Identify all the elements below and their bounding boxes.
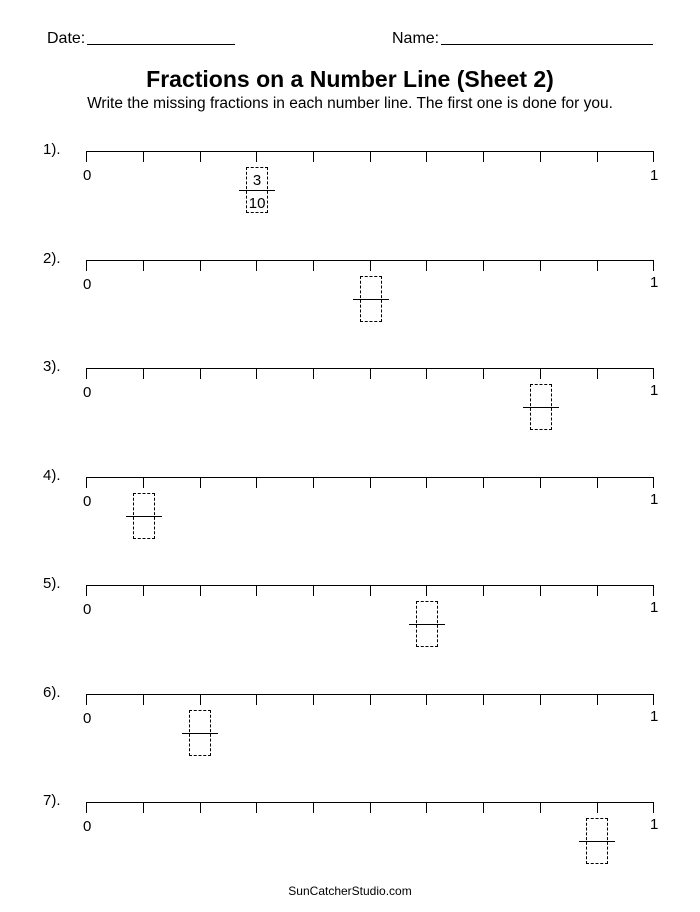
number-line-tick	[143, 151, 144, 162]
number-line-tick	[313, 802, 314, 813]
number-line-start-label: 0	[83, 276, 92, 293]
number-line-tick	[540, 477, 541, 488]
date-label: Date:	[47, 30, 86, 47]
number-line-tick	[653, 477, 654, 488]
fraction-bar	[239, 190, 275, 191]
fraction-bar	[409, 624, 445, 625]
problem-item	[0, 358, 700, 478]
number-line-tick	[313, 694, 314, 705]
number-line-tick	[86, 151, 87, 162]
fraction-bar	[126, 516, 162, 517]
number-line-tick	[597, 151, 598, 162]
number-line-tick	[143, 260, 144, 271]
number-line-tick	[256, 694, 257, 705]
number-line-tick	[313, 477, 314, 488]
number-line-tick	[426, 477, 427, 488]
number-line-tick	[597, 802, 598, 813]
number-line-tick	[256, 368, 257, 379]
number-line-tick	[483, 368, 484, 379]
number-line-tick	[256, 585, 257, 596]
worksheet-title: Fractions on a Number Line (Sheet 2)	[146, 66, 554, 92]
number-line-tick	[313, 585, 314, 596]
name-label: Name:	[392, 30, 440, 47]
problem-number: 2).	[43, 250, 61, 267]
problem-item	[0, 141, 700, 261]
problem-number: 5).	[43, 575, 61, 592]
number-line-tick	[483, 802, 484, 813]
number-line-tick	[313, 260, 314, 271]
fraction-denominator[interactable]: 10	[248, 195, 266, 212]
problem-item	[0, 575, 700, 695]
number-line-tick	[86, 260, 87, 271]
number-line-tick	[653, 802, 654, 813]
number-line-tick	[426, 802, 427, 813]
number-line-tick	[426, 368, 427, 379]
number-line-tick	[653, 585, 654, 596]
number-line-tick	[426, 694, 427, 705]
number-line-start-label: 0	[83, 167, 92, 184]
number-line-tick	[597, 477, 598, 488]
fraction-numerator[interactable]: 3	[252, 172, 262, 189]
number-line-tick	[653, 151, 654, 162]
problem-number: 6).	[43, 684, 61, 701]
number-line-tick	[200, 477, 201, 488]
fraction-bar	[353, 299, 389, 300]
number-line-tick	[653, 368, 654, 379]
problem-number: 7).	[43, 792, 61, 809]
number-line-tick	[540, 151, 541, 162]
number-line-tick	[86, 368, 87, 379]
number-line-tick	[143, 368, 144, 379]
number-line-tick	[540, 585, 541, 596]
number-line-tick	[256, 802, 257, 813]
number-line-tick	[313, 151, 314, 162]
number-line-tick	[597, 694, 598, 705]
number-line-tick	[597, 585, 598, 596]
number-line-tick	[426, 585, 427, 596]
number-line-end-label: 1	[650, 816, 659, 833]
number-line-tick	[540, 694, 541, 705]
number-line-tick	[426, 260, 427, 271]
number-line-tick	[597, 260, 598, 271]
number-line-end-label: 1	[650, 382, 659, 399]
number-line-tick	[483, 477, 484, 488]
number-line-tick	[86, 694, 87, 705]
number-line-tick	[653, 260, 654, 271]
number-line-tick	[200, 802, 201, 813]
number-line-tick	[370, 802, 371, 813]
problem-number: 3).	[43, 358, 61, 375]
number-line-tick	[370, 151, 371, 162]
problem-number: 1).	[43, 141, 61, 158]
number-line-tick	[483, 151, 484, 162]
date-blank[interactable]	[87, 44, 235, 45]
number-line-tick	[483, 260, 484, 271]
number-line-tick	[313, 368, 314, 379]
worksheet-instructions: Write the missing fractions in each number line. The first one is done for you.	[87, 95, 613, 112]
number-line-start-label: 0	[83, 493, 92, 510]
number-line-end-label: 1	[650, 599, 659, 616]
number-line-tick	[540, 368, 541, 379]
name-field[interactable]	[392, 30, 653, 48]
date-field[interactable]	[47, 30, 235, 48]
number-line-tick	[143, 694, 144, 705]
number-line-tick	[86, 585, 87, 596]
number-line-tick	[256, 477, 257, 488]
problem-item	[0, 684, 700, 804]
number-line-tick	[143, 585, 144, 596]
number-line-end-label: 1	[650, 708, 659, 725]
number-line-tick	[540, 260, 541, 271]
number-line-tick	[143, 477, 144, 488]
footer-credit: SunCatcherStudio.com	[288, 884, 412, 898]
number-line-start-label: 0	[83, 818, 92, 835]
number-line-end-label: 1	[650, 167, 659, 184]
fraction-bar	[523, 407, 559, 408]
name-blank[interactable]	[441, 44, 653, 45]
number-line-tick	[143, 802, 144, 813]
number-line-tick	[370, 585, 371, 596]
number-line-tick	[540, 802, 541, 813]
number-line-tick	[483, 694, 484, 705]
number-line-tick	[483, 585, 484, 596]
number-line-tick	[86, 477, 87, 488]
number-line-end-label: 1	[650, 491, 659, 508]
problem-item	[0, 467, 700, 587]
number-line-tick	[86, 802, 87, 813]
number-line-tick	[370, 368, 371, 379]
problem-number: 4).	[43, 467, 61, 484]
number-line-tick	[200, 260, 201, 271]
number-line-tick	[597, 368, 598, 379]
number-line-tick	[200, 368, 201, 379]
number-line-start-label: 0	[83, 710, 92, 727]
number-line-tick	[426, 151, 427, 162]
number-line-tick	[200, 151, 201, 162]
number-line-tick	[653, 694, 654, 705]
number-line-tick	[200, 585, 201, 596]
problem-item	[0, 250, 700, 370]
number-line-end-label: 1	[650, 274, 659, 291]
number-line-tick	[370, 260, 371, 271]
number-line-tick	[370, 477, 371, 488]
number-line-tick	[256, 151, 257, 162]
number-line-tick	[370, 694, 371, 705]
number-line-start-label: 0	[83, 601, 92, 618]
number-line-start-label: 0	[83, 384, 92, 401]
fraction-bar	[579, 841, 615, 842]
fraction-bar	[182, 733, 218, 734]
number-line-tick	[256, 260, 257, 271]
number-line-tick	[200, 694, 201, 705]
